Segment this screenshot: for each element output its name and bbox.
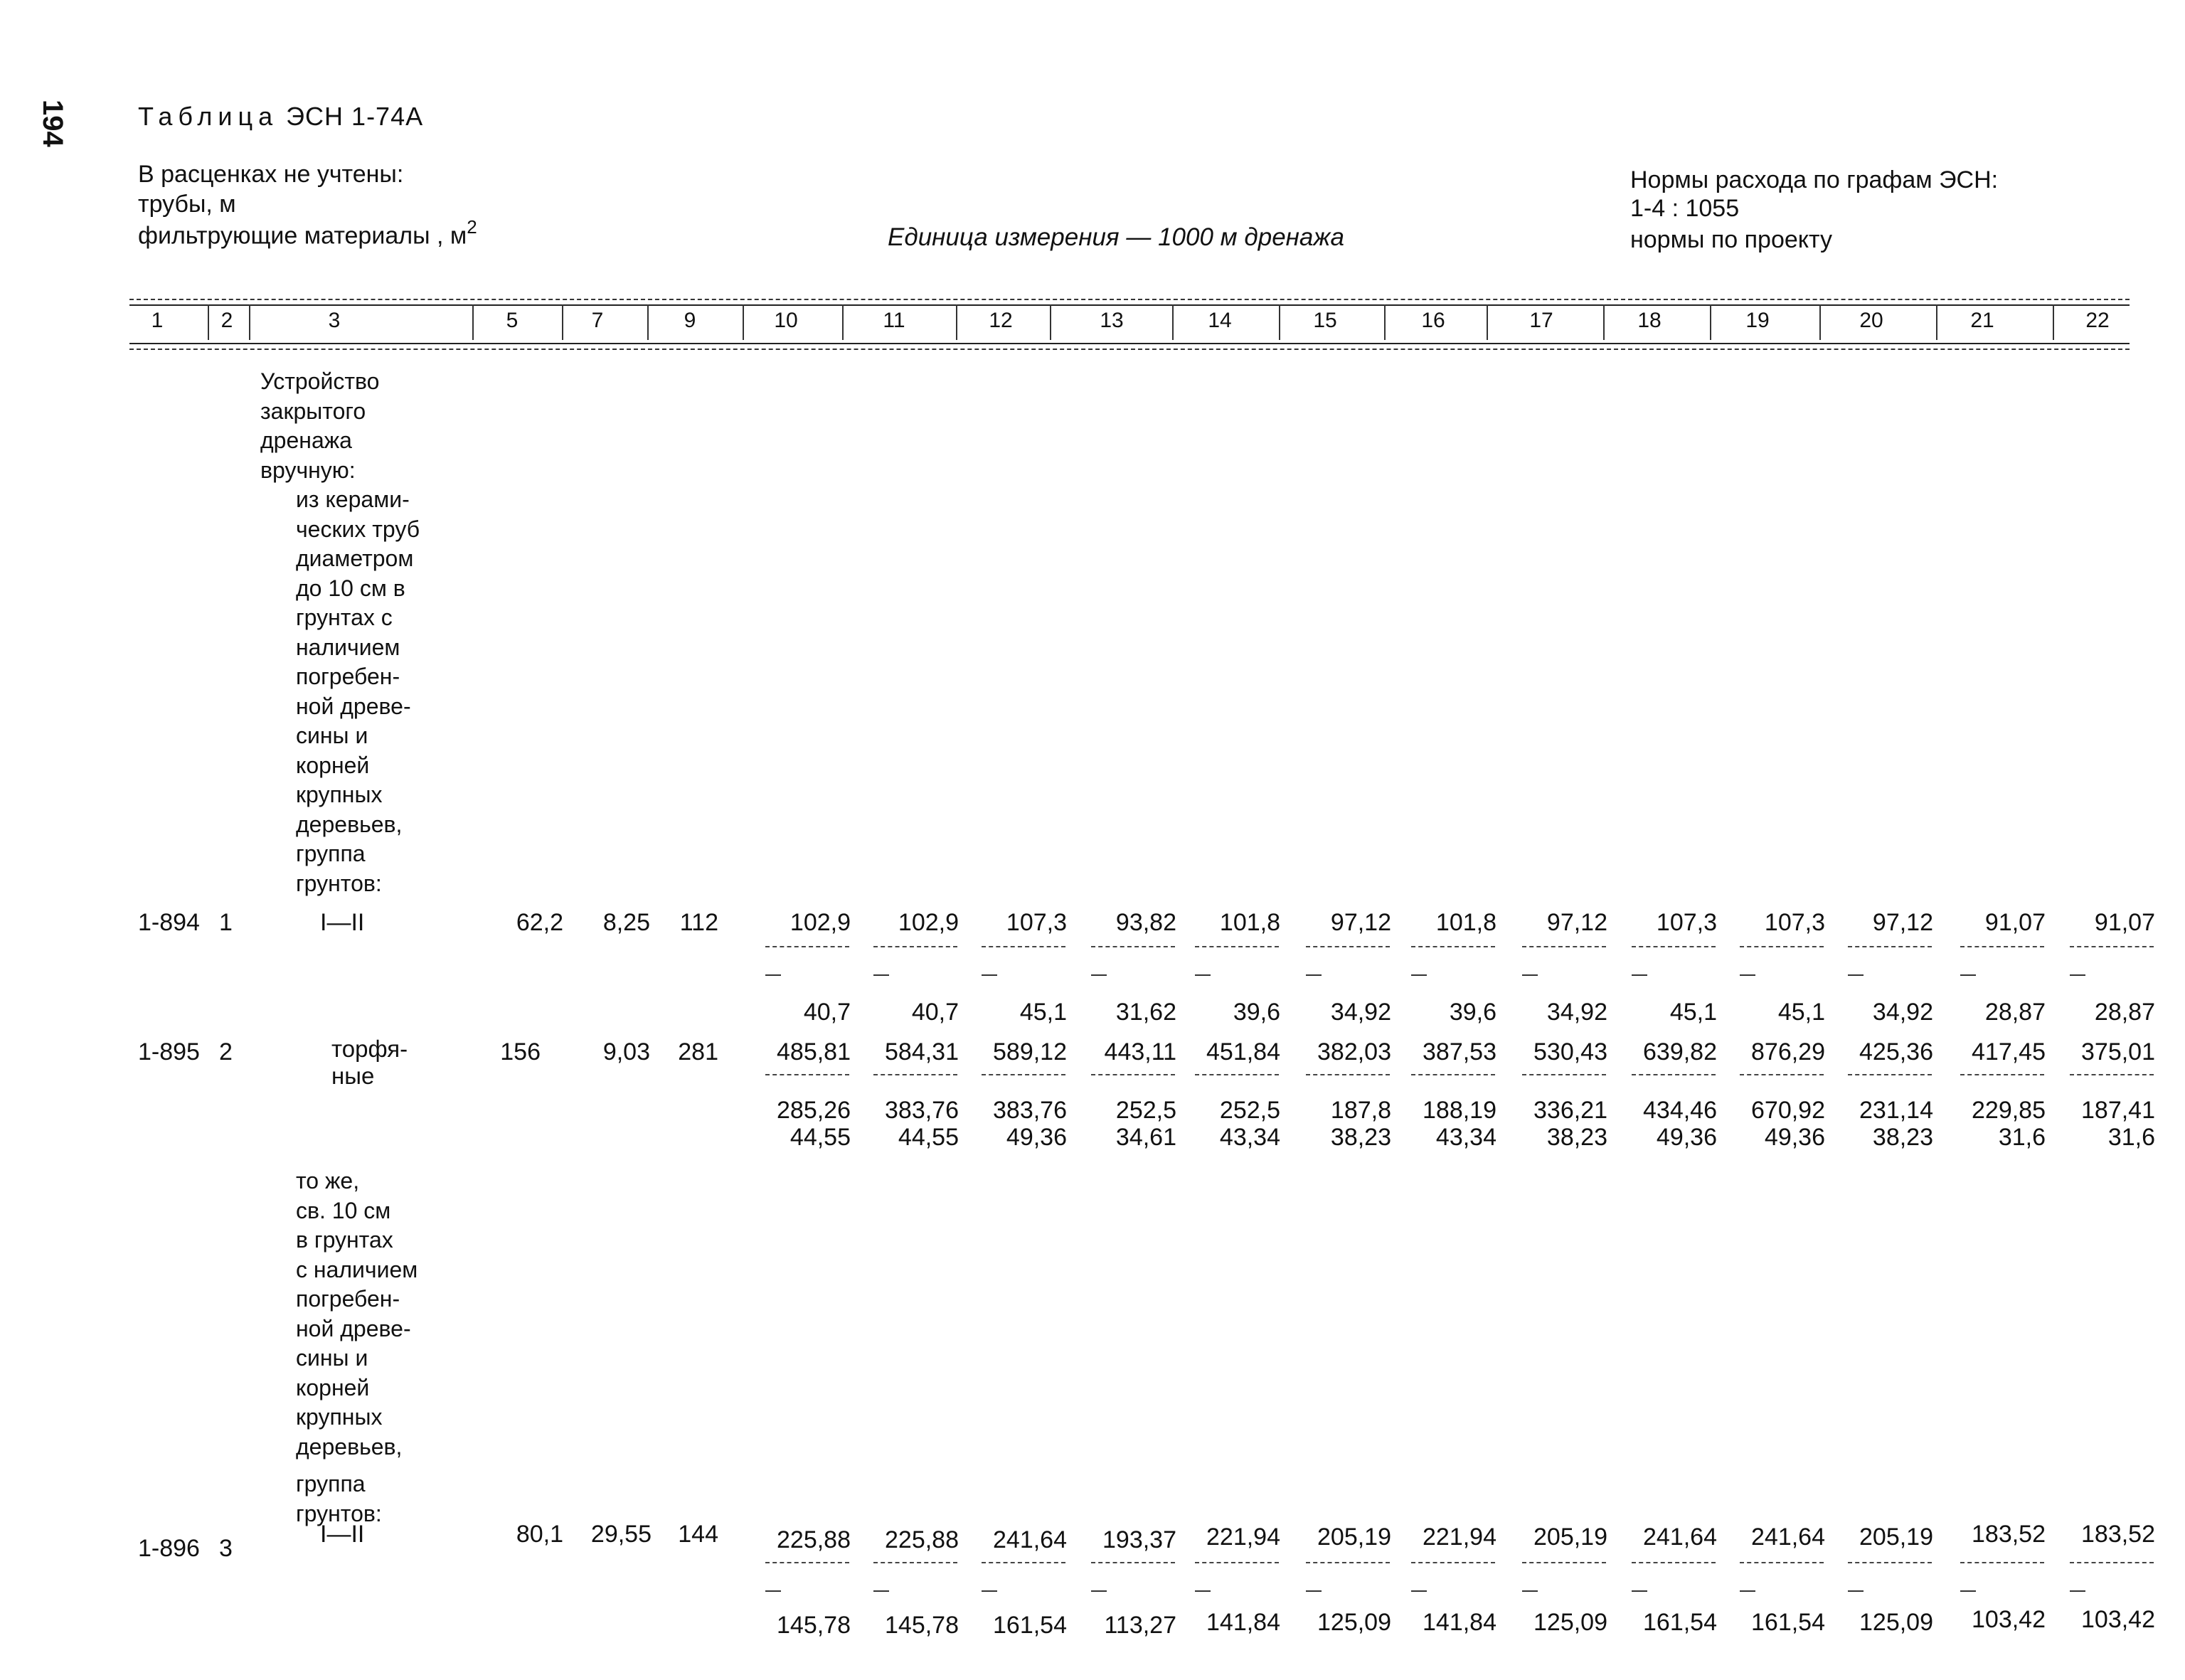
fraction-numerator: 417,45 — [1972, 1038, 2046, 1065]
fraction-bar — [765, 1074, 849, 1075]
dash-mark — [2070, 974, 2085, 976]
dash-mark — [1195, 1590, 1211, 1592]
row-soil-group: I—II — [320, 1521, 365, 1548]
fraction-bar — [1306, 1562, 1390, 1563]
superscript-2: 2 — [467, 216, 477, 238]
fraction-numerator: 102,9 — [790, 909, 851, 936]
dash-mark — [1960, 1590, 1976, 1592]
fraction-bar — [873, 1562, 957, 1563]
fraction-denominator: 113,27 — [1104, 1612, 1176, 1639]
fraction-denominator: 39,6 — [1233, 999, 1280, 1026]
header-rule-bottom — [129, 343, 2130, 344]
fraction-denominator: 187,8 — [1330, 1097, 1391, 1124]
row-col7: 29,55 — [590, 1521, 652, 1548]
fraction-denominator: 252,5 — [1115, 1097, 1176, 1124]
fraction-bar — [1195, 946, 1279, 947]
dash-mark — [1522, 1590, 1538, 1592]
fraction-denominator: 383,76 — [993, 1097, 1067, 1124]
row-col9: 144 — [678, 1521, 718, 1548]
fraction-numerator: 107,3 — [1006, 909, 1067, 936]
fraction-bar — [1306, 1074, 1390, 1075]
fraction-denominator: 103,42 — [2081, 1606, 2155, 1633]
row-code: 1-895 — [138, 1038, 200, 1065]
col-separator — [208, 304, 209, 340]
col-header: 3 — [328, 309, 341, 332]
fraction-denominator: 125,09 — [1317, 1609, 1391, 1636]
col-separator — [2053, 304, 2054, 340]
col-header: 13 — [1100, 309, 1124, 332]
fraction-denominator: 187,41 — [2081, 1097, 2155, 1124]
col-separator — [1603, 304, 1605, 340]
group1-description: Устройство закрытого дренажа вручную: — [260, 368, 380, 483]
fraction-denominator: 145,78 — [777, 1612, 851, 1639]
col-header: 16 — [1421, 309, 1445, 332]
fraction-extra: 49,36 — [1656, 1124, 1717, 1151]
fraction-numerator: 193,37 — [1102, 1526, 1176, 1553]
dash-mark — [1306, 974, 1322, 976]
col-separator — [647, 304, 649, 340]
fraction-extra: 43,34 — [1435, 1124, 1496, 1151]
fraction-numerator: 530,43 — [1533, 1038, 1607, 1065]
fraction-extra: 31,6 — [1998, 1124, 2046, 1151]
fraction-bar — [1632, 1562, 1716, 1563]
row-col9: 112 — [679, 909, 718, 936]
fraction-bar — [2070, 1562, 2154, 1563]
dash-mark — [1632, 974, 1647, 976]
fraction-denominator: 229,85 — [1972, 1097, 2046, 1124]
col-separator — [1487, 304, 1488, 340]
fraction-denominator: 161,54 — [1751, 1609, 1825, 1636]
row-col5: 62,2 — [516, 909, 563, 936]
fraction-denominator: 103,42 — [1972, 1606, 2046, 1633]
fraction-numerator: 102,9 — [898, 909, 959, 936]
dash-mark — [873, 974, 889, 976]
fraction-numerator: 876,29 — [1751, 1038, 1825, 1065]
fraction-bar — [1740, 1562, 1824, 1563]
not-included-pipes: трубы, м — [138, 191, 236, 218]
norms-project: нормы по проекту — [1630, 226, 1832, 253]
fraction-denominator: 161,54 — [993, 1612, 1067, 1639]
dash-mark — [1960, 974, 1976, 976]
header-rule-bottom-dash — [129, 349, 2130, 350]
col-header: 17 — [1529, 309, 1553, 332]
fraction-bar — [1848, 946, 1932, 947]
fraction-numerator: 387,53 — [1423, 1038, 1496, 1065]
fraction-bar — [873, 1074, 957, 1075]
fraction-denominator: 231,14 — [1859, 1097, 1933, 1124]
fraction-bar — [1306, 946, 1390, 947]
col-header: 5 — [506, 309, 519, 332]
dash-mark — [1848, 974, 1864, 976]
dash-mark — [765, 974, 781, 976]
fraction-bar — [1740, 946, 1824, 947]
fraction-bar — [1091, 946, 1175, 947]
table-title-code: ЭСН 1-74А — [286, 102, 424, 131]
col-header: 15 — [1313, 309, 1337, 332]
fraction-bar — [1522, 1562, 1606, 1563]
fraction-numerator: 97,12 — [1546, 909, 1607, 936]
fraction-numerator: 241,64 — [1643, 1524, 1717, 1551]
row-col5: 156 — [500, 1038, 541, 1065]
row-code: 1-896 — [138, 1535, 200, 1562]
fraction-denominator: 383,76 — [885, 1097, 959, 1124]
col-separator — [1050, 304, 1051, 340]
row-code: 1-894 — [138, 909, 200, 936]
fraction-denominator: 670,92 — [1751, 1097, 1825, 1124]
fraction-bar — [1522, 1074, 1606, 1075]
fraction-numerator: 93,82 — [1115, 909, 1176, 936]
fraction-bar — [1960, 1562, 2044, 1563]
unit-label: Единица измерения — 1000 м дренажа — [888, 223, 1344, 251]
fraction-denominator: 252,5 — [1219, 1097, 1280, 1124]
col-header: 20 — [1859, 309, 1883, 332]
fraction-numerator: 225,88 — [885, 1526, 959, 1553]
fraction-bar — [1091, 1074, 1175, 1075]
row-soil-type: торфя- ные — [331, 1036, 408, 1089]
fraction-numerator: 205,19 — [1317, 1524, 1391, 1551]
table-title — [138, 104, 423, 129]
fraction-numerator: 584,31 — [885, 1038, 959, 1065]
fraction-numerator: 205,19 — [1859, 1524, 1933, 1551]
fraction-denominator: 45,1 — [1019, 999, 1067, 1026]
fraction-extra: 34,61 — [1115, 1124, 1176, 1151]
fraction-numerator: 485,81 — [777, 1038, 851, 1065]
group2-tail: группа грунтов: — [296, 1471, 382, 1526]
fraction-denominator: 45,1 — [1777, 999, 1825, 1026]
norms-heading: Нормы расхода по графам ЭСН: — [1630, 166, 1999, 193]
col-header: 21 — [1970, 309, 1994, 332]
col-separator — [472, 304, 474, 340]
fraction-extra: 49,36 — [1764, 1124, 1825, 1151]
fraction-denominator: 161,54 — [1643, 1609, 1717, 1636]
fraction-bar — [1960, 1074, 2044, 1075]
fraction-denominator: 34,92 — [1872, 999, 1933, 1026]
dash-mark — [1091, 1590, 1107, 1592]
fraction-denominator: 31,62 — [1115, 999, 1176, 1026]
fraction-numerator: 241,64 — [1751, 1524, 1825, 1551]
fraction-denominator: 145,78 — [885, 1612, 959, 1639]
fraction-denominator: 336,21 — [1533, 1097, 1607, 1124]
dash-mark — [873, 1590, 889, 1592]
fraction-numerator: 107,3 — [1764, 909, 1825, 936]
dash-mark — [2070, 1590, 2085, 1592]
col-header: 11 — [883, 309, 905, 332]
fraction-extra: 38,23 — [1872, 1124, 1933, 1151]
fraction-numerator: 639,82 — [1643, 1038, 1717, 1065]
fraction-numerator: 107,3 — [1656, 909, 1717, 936]
fraction-denominator: 28,87 — [2094, 999, 2155, 1026]
group2-description: то же, св. 10 см в грунтах с наличием погребен- ной древе- сины и корней крупных деревьев, — [296, 1168, 418, 1460]
fraction-numerator: 425,36 — [1859, 1038, 1933, 1065]
fraction-denominator: 125,09 — [1859, 1609, 1933, 1636]
fraction-bar — [765, 1562, 849, 1563]
col-header: 7 — [591, 309, 604, 332]
fraction-numerator: 225,88 — [777, 1526, 851, 1553]
col-header: 12 — [989, 309, 1013, 332]
not-included-filter-label: фильтрующие материалы , м — [138, 222, 467, 250]
table-title-word: Таблица — [138, 102, 279, 131]
fraction-bar — [1960, 946, 2044, 947]
row-col5: 80,1 — [516, 1521, 563, 1548]
fraction-bar — [873, 946, 957, 947]
fraction-bar — [2070, 946, 2154, 947]
fraction-denominator: 39,6 — [1449, 999, 1496, 1026]
fraction-bar — [1848, 1562, 1932, 1563]
dash-mark — [1411, 1590, 1427, 1592]
col-header: 9 — [684, 309, 696, 332]
fraction-numerator: 183,52 — [1972, 1521, 2046, 1548]
fraction-extra: 43,34 — [1219, 1124, 1280, 1151]
fraction-bar — [1091, 1562, 1175, 1563]
fraction-extra: 31,6 — [2107, 1124, 2155, 1151]
fraction-extra: 38,23 — [1546, 1124, 1607, 1151]
fraction-denominator: 125,09 — [1533, 1609, 1607, 1636]
row-col7: 9,03 — [602, 1038, 650, 1065]
fraction-denominator: 45,1 — [1669, 999, 1717, 1026]
fraction-numerator: 241,64 — [993, 1526, 1067, 1553]
dash-mark — [1740, 974, 1755, 976]
fraction-denominator: 141,84 — [1423, 1609, 1496, 1636]
col-header: 1 — [151, 309, 164, 332]
col-separator — [249, 304, 250, 340]
not-included-filter — [138, 216, 477, 250]
fraction-denominator: 34,92 — [1330, 999, 1391, 1026]
fraction-numerator: 91,07 — [2094, 909, 2155, 936]
col-separator — [1819, 304, 1821, 340]
col-separator — [562, 304, 563, 340]
fraction-denominator: 28,87 — [1984, 999, 2046, 1026]
fraction-bar — [1411, 1074, 1495, 1075]
fraction-bar — [1411, 946, 1495, 947]
fraction-denominator: 434,46 — [1643, 1097, 1717, 1124]
fraction-numerator: 443,11 — [1104, 1038, 1176, 1065]
fraction-numerator: 375,01 — [2081, 1038, 2155, 1065]
row-col9: 281 — [678, 1038, 718, 1065]
col-separator — [1384, 304, 1386, 340]
fraction-numerator: 221,94 — [1423, 1524, 1496, 1551]
fraction-numerator: 205,19 — [1533, 1524, 1607, 1551]
fraction-bar — [1522, 946, 1606, 947]
not-included-heading: В расценках не учтены: — [138, 161, 404, 188]
fraction-denominator: 188,19 — [1423, 1097, 1496, 1124]
page-number: 194 — [37, 100, 68, 147]
fraction-extra: 44,55 — [790, 1124, 851, 1151]
fraction-bar — [1195, 1562, 1279, 1563]
norms-range: 1-4 : 1055 — [1630, 195, 1740, 222]
fraction-numerator: 589,12 — [993, 1038, 1067, 1065]
dash-mark — [1522, 974, 1538, 976]
fraction-bar — [765, 946, 849, 947]
fraction-numerator: 97,12 — [1330, 909, 1391, 936]
dash-mark — [1848, 1590, 1864, 1592]
col-header: 19 — [1745, 309, 1770, 332]
col-header: 22 — [2085, 309, 2110, 332]
fraction-numerator: 101,8 — [1219, 909, 1280, 936]
col-header: 10 — [774, 309, 798, 332]
dash-mark — [1632, 1590, 1647, 1592]
col-header: 14 — [1208, 309, 1232, 332]
fraction-bar — [982, 1074, 1065, 1075]
fraction-numerator: 221,94 — [1206, 1524, 1280, 1551]
dash-mark — [1091, 974, 1107, 976]
row-col7: 8,25 — [602, 909, 650, 936]
fraction-denominator: 34,92 — [1546, 999, 1607, 1026]
fraction-bar — [1411, 1562, 1495, 1563]
fraction-numerator: 382,03 — [1317, 1038, 1391, 1065]
fraction-extra: 49,36 — [1006, 1124, 1067, 1151]
row-number: 3 — [219, 1535, 233, 1562]
fraction-denominator: 141,84 — [1206, 1609, 1280, 1636]
col-separator — [842, 304, 844, 340]
fraction-extra: 44,55 — [898, 1124, 959, 1151]
dash-mark — [1740, 1590, 1755, 1592]
fraction-bar — [982, 1562, 1065, 1563]
dash-mark — [1411, 974, 1427, 976]
fraction-extra: 38,23 — [1330, 1124, 1391, 1151]
fraction-bar — [1848, 1074, 1932, 1075]
col-header: 2 — [220, 309, 233, 332]
fraction-bar — [982, 946, 1065, 947]
fraction-bar — [1632, 946, 1716, 947]
fraction-bar — [1195, 1074, 1279, 1075]
row-number: 1 — [219, 909, 233, 936]
col-separator — [1710, 304, 1711, 340]
dash-mark — [1306, 1590, 1322, 1592]
fraction-denominator: 40,7 — [911, 999, 959, 1026]
group1-subdescription: из керами- ческих труб диаметром до 10 см в грунтах с наличием погребен- ной древе- сины и корней крупных деревьев, группа грунтов: — [296, 487, 420, 896]
fraction-numerator: 91,07 — [1984, 909, 2046, 936]
fraction-bar — [2070, 1074, 2154, 1075]
dash-mark — [982, 1590, 997, 1592]
fraction-denominator: 40,7 — [803, 999, 851, 1026]
col-separator — [1279, 304, 1280, 340]
col-separator — [743, 304, 744, 340]
dash-mark — [765, 1590, 781, 1592]
dash-mark — [982, 974, 997, 976]
row-soil-group: I—II — [320, 909, 365, 936]
row-number: 2 — [219, 1038, 233, 1065]
col-separator — [956, 304, 957, 340]
fraction-bar — [1740, 1074, 1824, 1075]
dash-mark — [1195, 974, 1211, 976]
col-separator — [1936, 304, 1937, 340]
fraction-numerator: 451,84 — [1206, 1038, 1280, 1065]
fraction-numerator: 101,8 — [1435, 909, 1496, 936]
fraction-numerator: 97,12 — [1872, 909, 1933, 936]
col-separator — [1172, 304, 1174, 340]
col-header: 18 — [1637, 309, 1662, 332]
fraction-numerator: 183,52 — [2081, 1521, 2155, 1548]
fraction-denominator: 285,26 — [777, 1097, 851, 1124]
fraction-bar — [1632, 1074, 1716, 1075]
